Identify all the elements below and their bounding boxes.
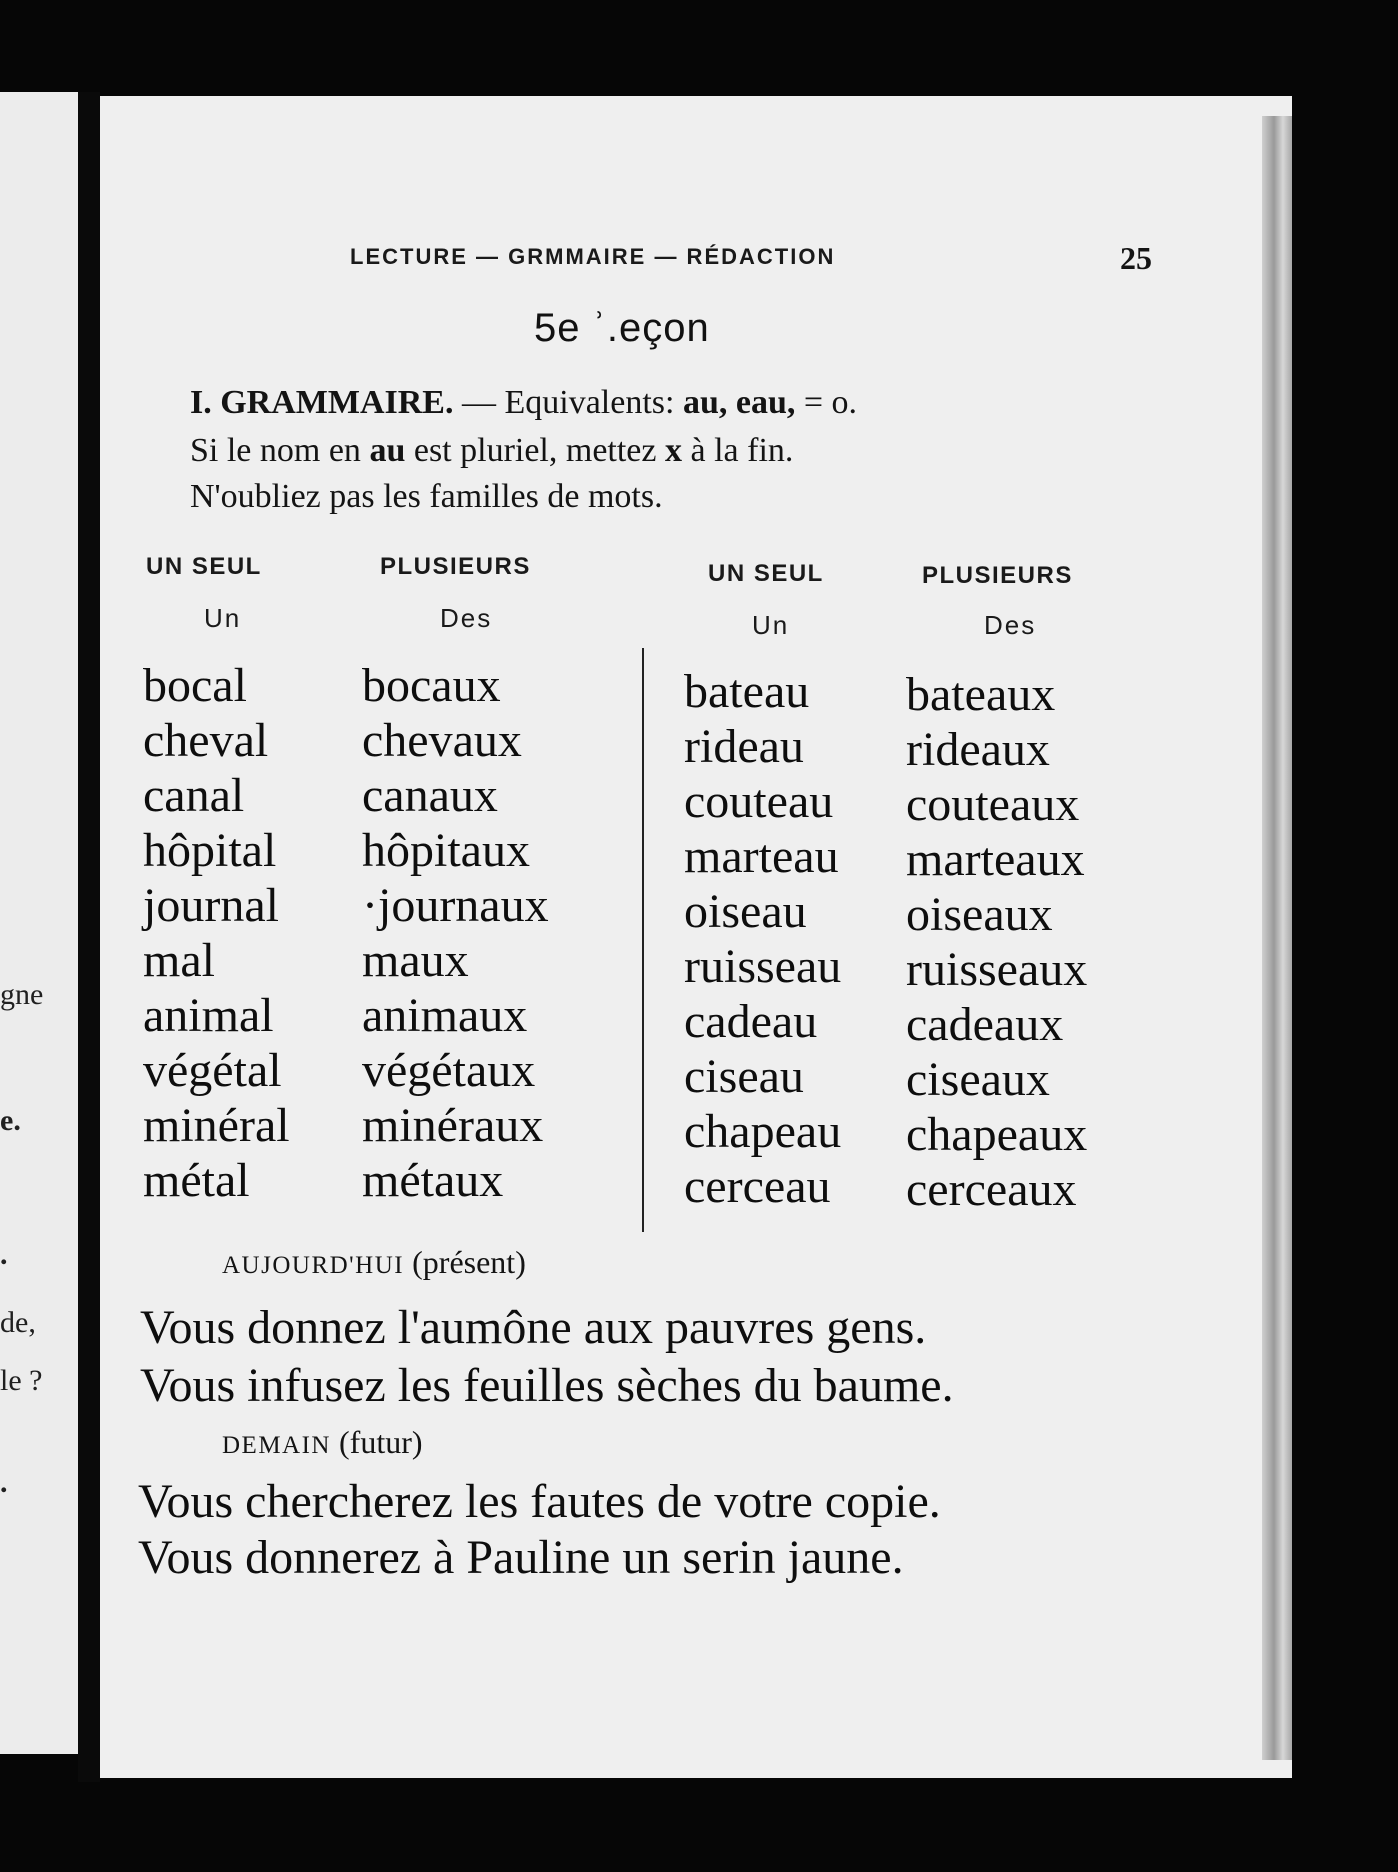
- column-divider: [642, 648, 644, 1232]
- word: marteaux: [906, 833, 1085, 886]
- word: végétaux: [362, 1044, 536, 1097]
- grammar-rule-line-2: [190, 432, 793, 470]
- column-header-plural: PLUSIEURS: [922, 562, 1073, 589]
- present-sentence: Vous infusez les feuilles sèches du baume.: [140, 1359, 954, 1412]
- running-header: LECTURE — GRMMAIRE — RÉDACTION: [350, 244, 836, 269]
- word: oiseau: [684, 885, 807, 938]
- future-sentence: Vous chercherez les fautes de votre copie.: [138, 1475, 941, 1528]
- rule-bold-text: x: [665, 432, 682, 469]
- tense-name: DEMAIN: [222, 1432, 331, 1459]
- page-edge: [1262, 116, 1292, 1760]
- plural-word-list: [362, 658, 549, 1208]
- future-sentence: Vous donnerez à Pauline un serin jaune.: [138, 1531, 904, 1584]
- grammar-rule-line-3: N'oubliez pas les familles de mots.: [190, 478, 663, 515]
- word: couteaux: [906, 778, 1080, 831]
- word: chevaux: [362, 714, 522, 767]
- word: ciseau: [684, 1050, 804, 1103]
- rule-text: — Equivalents:: [453, 384, 683, 421]
- word: rideaux: [906, 723, 1050, 776]
- column-article-plural: Des: [984, 610, 1037, 640]
- word: ·journaux: [362, 879, 549, 932]
- rule-text: à la fin.: [682, 432, 794, 469]
- tense-note: (présent): [412, 1244, 526, 1280]
- word: hôpitaux: [362, 824, 530, 877]
- word: bateau: [684, 665, 810, 718]
- left-page-fragment: e.: [0, 1104, 21, 1137]
- column-header-singular: UN SEUL: [146, 553, 262, 580]
- word: ruisseau: [684, 940, 842, 993]
- word: bocaux: [362, 659, 501, 712]
- word: marteau: [684, 830, 839, 883]
- left-page-fragment: le ?: [0, 1364, 43, 1397]
- word: cadeaux: [906, 998, 1064, 1051]
- plural-word-list: [906, 667, 1087, 1217]
- word: animaux: [362, 989, 528, 1042]
- grammar-rule-line-1: [190, 384, 857, 422]
- word: ruisseaux: [906, 943, 1088, 996]
- rule-text: Si le nom en: [190, 432, 370, 469]
- lesson-title: 5e ʾ.eçon: [534, 306, 710, 350]
- word: cerceaux: [906, 1163, 1077, 1216]
- word: métal: [143, 1154, 250, 1207]
- word: bateaux: [906, 668, 1056, 721]
- word: canaux: [362, 769, 498, 822]
- word: cerceau: [684, 1160, 831, 1213]
- word: bocal: [143, 659, 247, 712]
- word: minéraux: [362, 1099, 544, 1152]
- left-page-fragment: .: [0, 1238, 8, 1271]
- left-page-fragment: de,: [0, 1306, 36, 1339]
- future-tense-label: [222, 1424, 423, 1461]
- column-article-singular: Un: [752, 610, 790, 640]
- column-article-singular: Un: [204, 603, 242, 633]
- present-sentence: Vous donnez l'aumône aux pauvres gens.: [140, 1301, 927, 1354]
- word: canal: [143, 769, 245, 822]
- word: animal: [143, 989, 274, 1042]
- column-header-singular: UN SEUL: [708, 560, 824, 587]
- word: chapeaux: [906, 1108, 1088, 1161]
- rule-bold-text: au: [369, 432, 406, 469]
- singular-word-list: [684, 664, 841, 1214]
- word: minéral: [143, 1099, 290, 1152]
- word: végétal: [143, 1044, 282, 1097]
- grammar-heading: I. GRAMMAIRE.: [190, 384, 454, 421]
- left-page-fragment: .: [0, 1466, 8, 1499]
- word: rideau: [684, 720, 804, 773]
- word: couteau: [684, 775, 834, 828]
- word: hôpital: [143, 824, 277, 877]
- page-number: 25: [1120, 240, 1152, 276]
- rule-text: est pluriel, mettez: [405, 432, 665, 469]
- tense-note: (futur): [339, 1424, 423, 1460]
- rule-bold-text: au, eau,: [682, 384, 796, 421]
- word: maux: [362, 934, 469, 987]
- word: cheval: [143, 714, 269, 767]
- word: chapeau: [684, 1105, 842, 1158]
- word: ciseaux: [906, 1053, 1050, 1106]
- word: métaux: [362, 1154, 504, 1207]
- word: oiseaux: [906, 888, 1053, 941]
- book-spine: [78, 92, 100, 1782]
- left-page-fragment: gne: [0, 978, 44, 1011]
- tense-name: AUJOURD'HUI: [222, 1252, 405, 1279]
- column-header-plural: PLUSIEURS: [380, 553, 531, 580]
- word: mal: [143, 934, 215, 987]
- rule-text: = o.: [795, 384, 858, 421]
- present-tense-label: [222, 1244, 526, 1281]
- word: journal: [143, 879, 279, 932]
- word: cadeau: [684, 995, 818, 1048]
- left-page-edge: [0, 92, 78, 1754]
- column-article-plural: Des: [440, 603, 493, 633]
- singular-word-list: [143, 658, 290, 1208]
